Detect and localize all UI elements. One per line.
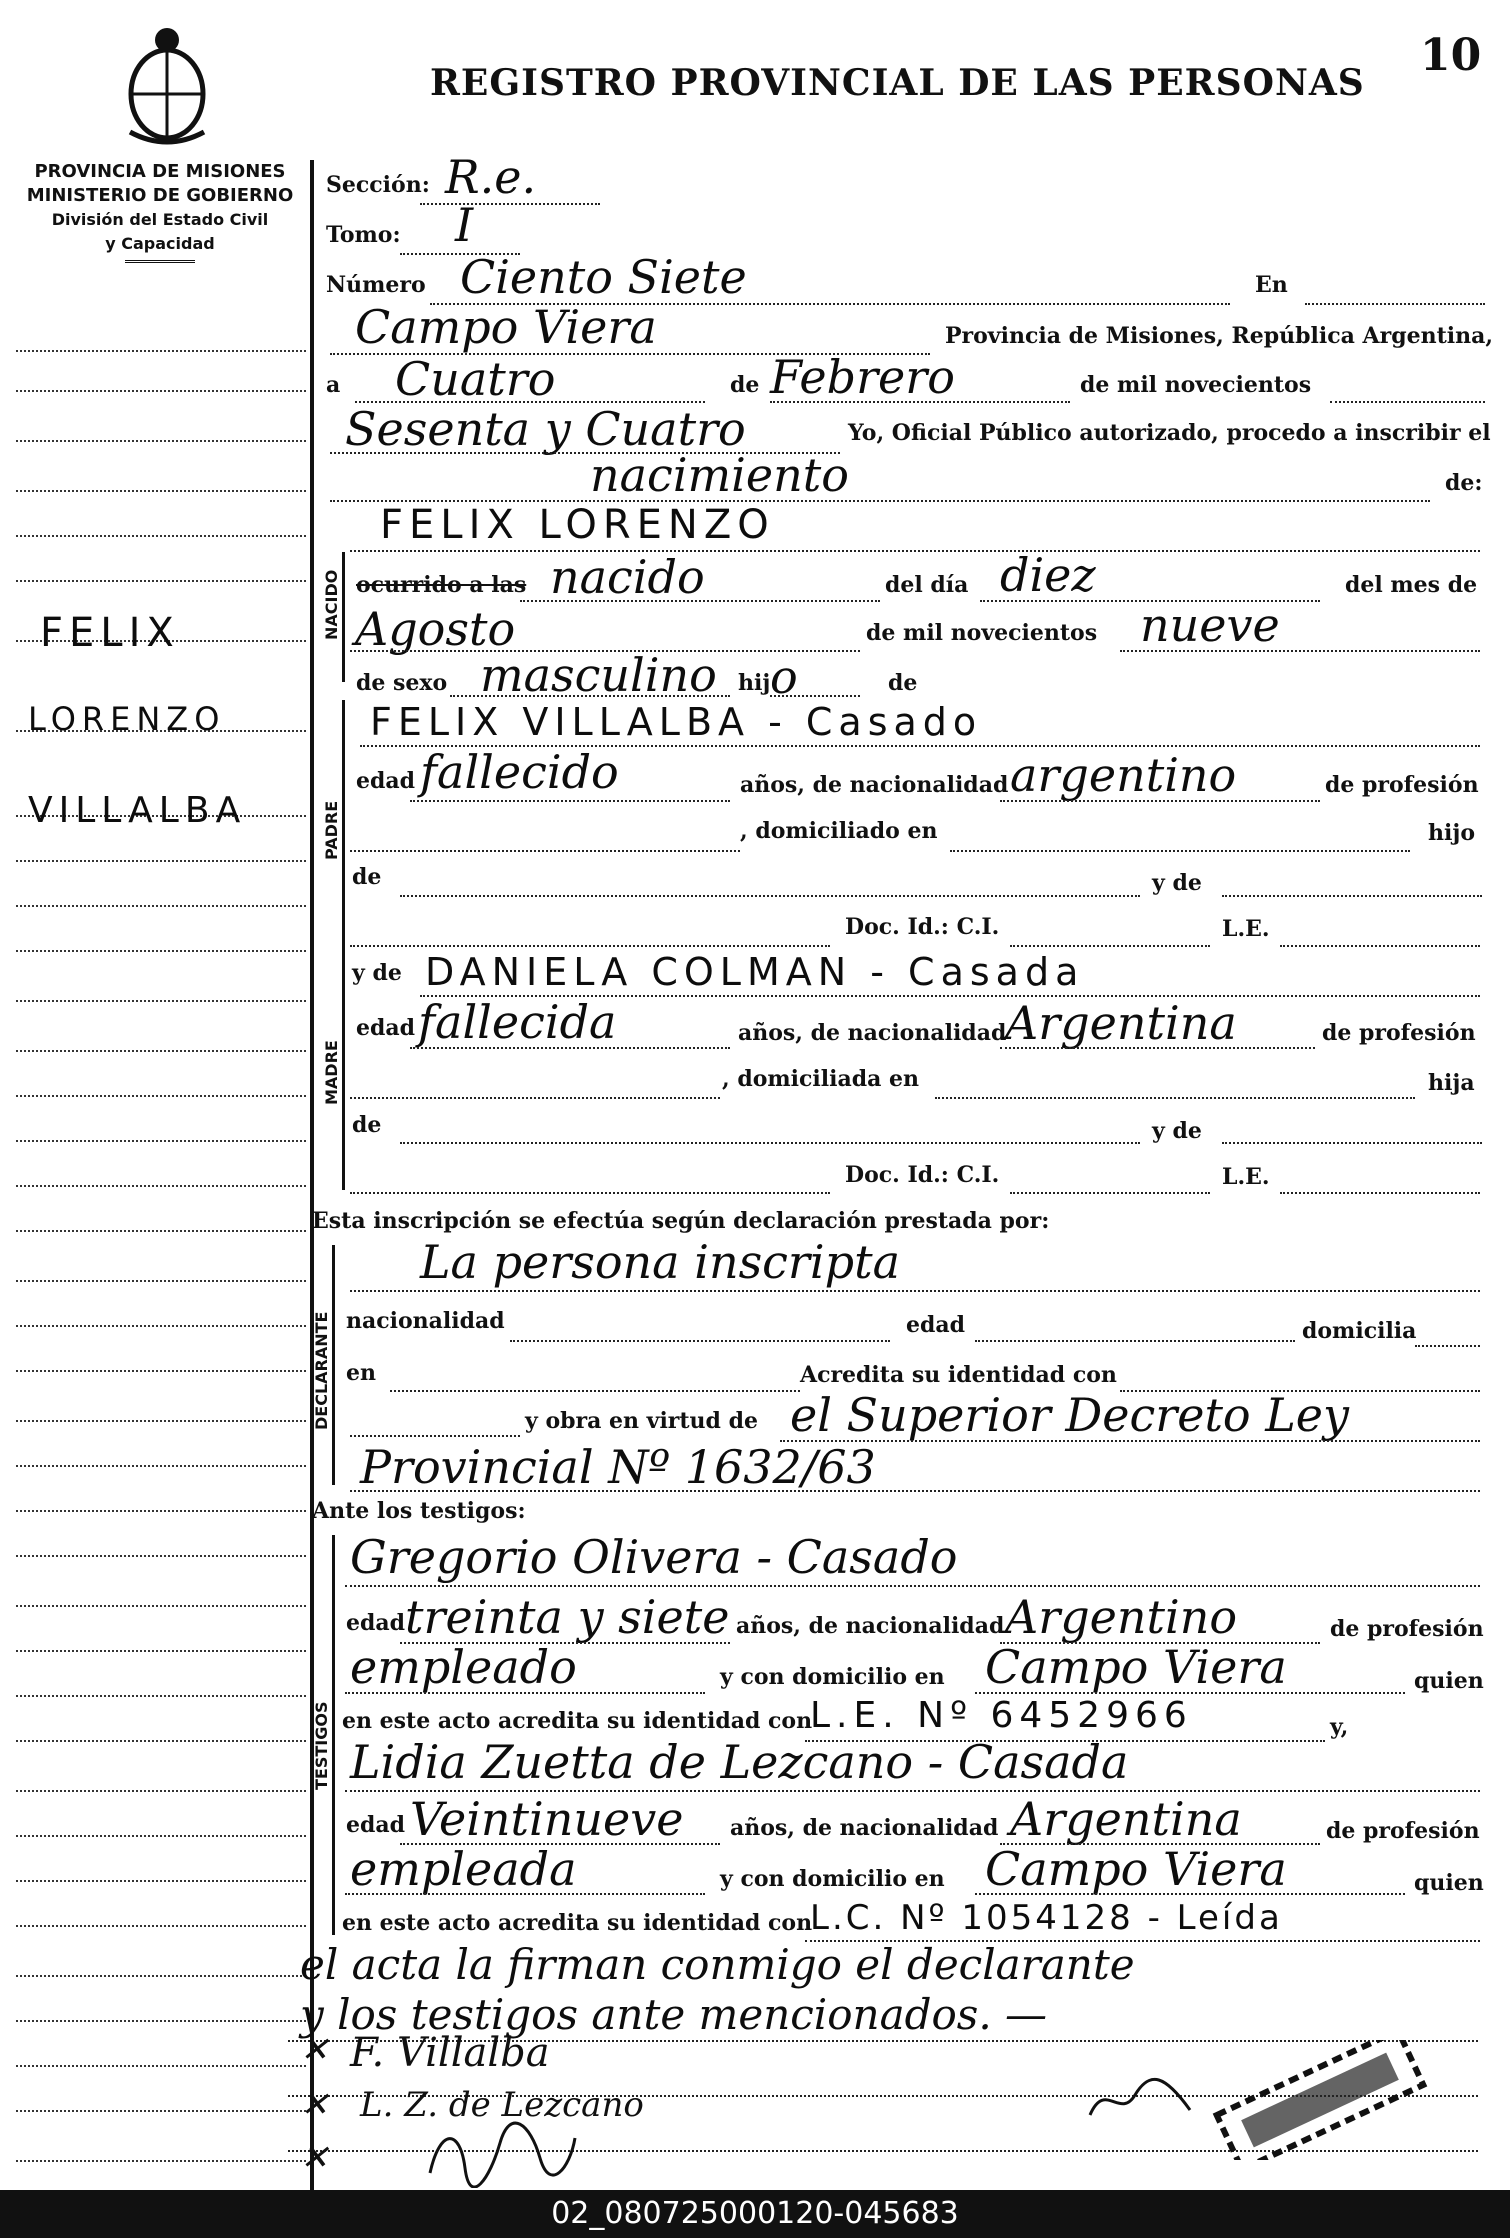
month-value: Febrero xyxy=(770,350,955,404)
declarante-virtud-label: y obra en virtud de xyxy=(525,1408,758,1434)
declarante-dom-label: domicilia xyxy=(1302,1318,1417,1344)
testigo1-prof-label: de profesión xyxy=(1330,1616,1484,1642)
hijo-label: hij xyxy=(738,670,771,696)
padre-doc-label: Doc. Id.: C.I. xyxy=(845,914,1000,940)
tomo-value: I xyxy=(455,198,474,252)
year-value: Sesenta y Cuatro xyxy=(345,402,746,456)
padre-hijo-label: hijo xyxy=(1428,820,1475,846)
testigo1-prof-value: empleado xyxy=(350,1640,577,1694)
province-line-label: Provincia de Misiones, República Argentina, xyxy=(945,323,1494,349)
testigo2-acredita-label: en este acto acredita su identidad con xyxy=(342,1910,813,1936)
sexo-label: de sexo xyxy=(356,670,448,696)
padre-nac-value: argentino xyxy=(1010,748,1237,802)
testigo1-nac-value: Argentino xyxy=(1005,1590,1238,1644)
madre-nac-value: Argentina xyxy=(1005,996,1237,1050)
testigo2-edad-value: Veintinueve xyxy=(410,1792,684,1846)
testigo1-dom-label: y con domicilio en xyxy=(720,1664,945,1690)
signature-3 xyxy=(420,2118,580,2188)
division-label-2: y Capacidad xyxy=(105,234,215,253)
testigos-intro: Ante los testigos: xyxy=(312,1498,526,1524)
act-value: nacimiento xyxy=(590,448,849,502)
closing-line-1: el acta la firman conmigo el declarante xyxy=(300,1940,1135,1989)
signature-2: L. Z. de Lezcano xyxy=(360,2085,644,2125)
madre-edad-value: fallecida xyxy=(418,995,617,1049)
anio-value: nueve xyxy=(1140,598,1280,652)
document-code: 02_080725000120-045683 xyxy=(0,2190,1510,2238)
mes-value: Agosto xyxy=(355,602,516,656)
numero-value: Ciento Siete xyxy=(460,250,747,304)
coat-of-arms-icon xyxy=(112,22,222,147)
declarante-intro: Esta inscripción se efectúa según declaración prestada por: xyxy=(312,1208,1050,1234)
nacido-side-label: NACIDO xyxy=(322,569,341,640)
testigo1-nac-label: años, de nacionalidad xyxy=(736,1613,1005,1639)
madre-name: DANIELA COLMAN - Casada xyxy=(425,950,1085,994)
province-label: PROVINCIA DE MISIONES xyxy=(34,161,286,182)
del-dia-label: del día xyxy=(885,572,969,598)
testigo2-edad-label: edad xyxy=(346,1812,406,1838)
sexo-value: masculino xyxy=(480,648,717,702)
declarante-acredita-label: Acredita su identidad con xyxy=(800,1362,1117,1388)
padre-nac-label: años, de nacionalidad xyxy=(740,772,1009,798)
madre-y-de2-label: y de xyxy=(1152,1118,1202,1144)
signature-1: F. Villalba xyxy=(350,2030,550,2076)
testigo1-id: L.E. Nº 6452966 xyxy=(810,1695,1193,1736)
testigo2-dom-value: Campo Viera xyxy=(985,1842,1287,1896)
person-name: FELIX LORENZO xyxy=(380,502,775,548)
closing-line-2: y los testigos ante mencionados. — xyxy=(300,1990,1048,2039)
seccion-label: Sección: xyxy=(326,172,430,198)
testigo1-quien-label: quien xyxy=(1414,1668,1484,1694)
dia-value: diez xyxy=(1000,548,1096,602)
madre-prof-label: de profesión xyxy=(1322,1020,1476,1046)
signature-x-1: ✕ xyxy=(300,2030,329,2070)
padre-y-de-label: y de xyxy=(1152,870,1202,896)
del-mes-label: del mes de xyxy=(1345,572,1478,598)
testigo2-dom-label: y con domicilio en xyxy=(720,1866,945,1892)
mil-label: de mil novecientos xyxy=(866,620,1098,646)
testigo2-name: Lidia Zuetta de Lezcano - Casada xyxy=(350,1735,1129,1789)
margin-name-2: LORENZO xyxy=(28,700,226,738)
hijo-value: o xyxy=(770,650,798,704)
testigo2-quien-label: quien xyxy=(1414,1870,1484,1896)
de-colon-label: de: xyxy=(1445,470,1483,496)
a-label: a xyxy=(326,372,341,398)
testigo2-prof-label: de profesión xyxy=(1326,1818,1480,1844)
declarante-virtud-value-1: el Superior Decreto Ley xyxy=(790,1388,1350,1442)
padre-prof-label: de profesión xyxy=(1325,772,1479,798)
testigo2-nac-label: años, de nacionalidad xyxy=(730,1815,999,1841)
testigo1-dom-value: Campo Viera xyxy=(985,1640,1287,1694)
declarante-side-label: DECLARANTE xyxy=(312,1311,331,1430)
declarante-en-label: en xyxy=(346,1360,376,1386)
madre-le-label: L.E. xyxy=(1222,1164,1270,1190)
century-label: de mil novecientos xyxy=(1080,372,1312,398)
testigo2-id: L.C. Nº 1054128 - Leída xyxy=(810,1898,1283,1938)
margin-name-3: VILLALBA xyxy=(28,790,247,831)
de-label: de xyxy=(730,372,760,398)
testigo1-acredita-label: en este acto acredita su identidad con xyxy=(342,1708,813,1734)
madre-y-de-label: y de xyxy=(352,960,402,986)
page-number: 10 xyxy=(1420,30,1482,81)
seccion-value: R.e. xyxy=(445,150,537,204)
padre-de-label: de xyxy=(352,864,382,890)
day-value: Cuatro xyxy=(395,352,556,406)
declarante-edad-label: edad xyxy=(906,1312,966,1338)
en-label: En xyxy=(1255,272,1288,298)
declarante-virtud-value-2: Provincial Nº 1632/63 xyxy=(360,1440,876,1494)
ocurrido-label: ocurrido a las xyxy=(356,572,527,598)
padre-edad-value: fallecido xyxy=(420,745,619,799)
declarante-name: La persona inscripta xyxy=(420,1235,900,1289)
signature-x-3: ✕ xyxy=(300,2138,329,2178)
margin-name-1: FELIX xyxy=(40,610,180,656)
madre-side-label: MADRE xyxy=(322,1040,341,1105)
hora-value: nacido xyxy=(550,550,705,604)
tomo-label: Tomo: xyxy=(326,222,401,248)
testigo1-edad-value: treinta y siete xyxy=(405,1590,730,1644)
official-label: Yo, Oficial Público autorizado, procedo a inscribir el xyxy=(848,420,1491,446)
testigo1-y-label: y, xyxy=(1330,1714,1349,1740)
madre-de-label: de xyxy=(352,1112,382,1138)
signature-x-2: ✕ xyxy=(300,2085,329,2125)
place-value: Campo Viera xyxy=(355,300,657,354)
ministry-label: MINISTERIO DE GOBIERNO xyxy=(26,185,294,206)
padre-name: FELIX VILLALBA - Casado xyxy=(370,700,983,744)
padre-side-label: PADRE xyxy=(322,800,341,860)
padre-edad-label: edad xyxy=(356,768,416,794)
padre-dom-label: , domiciliado en xyxy=(740,818,938,844)
division-label: División del Estado Civil xyxy=(51,210,269,229)
madre-doc-label: Doc. Id.: C.I. xyxy=(845,1162,1000,1188)
testigo2-nac-value: Argentina xyxy=(1010,1792,1242,1846)
madre-dom-label: , domiciliada en xyxy=(722,1066,920,1092)
numero-label: Número xyxy=(326,272,426,298)
document-title: REGISTRO PROVINCIAL DE LAS PERSONAS xyxy=(430,62,1365,104)
testigos-side-label: TESTIGOS xyxy=(312,1701,331,1790)
madre-edad-label: edad xyxy=(356,1015,416,1041)
madre-hija-label: hija xyxy=(1428,1070,1475,1096)
column-divider xyxy=(310,160,314,2190)
testigo1-edad-label: edad xyxy=(346,1610,406,1636)
testigo1-name: Gregorio Olivera - Casado xyxy=(350,1530,958,1584)
declarante-nac-label: nacionalidad xyxy=(346,1308,505,1334)
official-signature xyxy=(1080,2070,1200,2130)
issuing-authority xyxy=(20,160,300,267)
madre-nac-label: años, de nacionalidad xyxy=(738,1020,1007,1046)
nacido-de-label: de xyxy=(888,670,918,696)
official-stamp xyxy=(1200,2040,1440,2160)
testigo2-prof-value: empleada xyxy=(350,1842,577,1896)
padre-le-label: L.E. xyxy=(1222,916,1270,942)
